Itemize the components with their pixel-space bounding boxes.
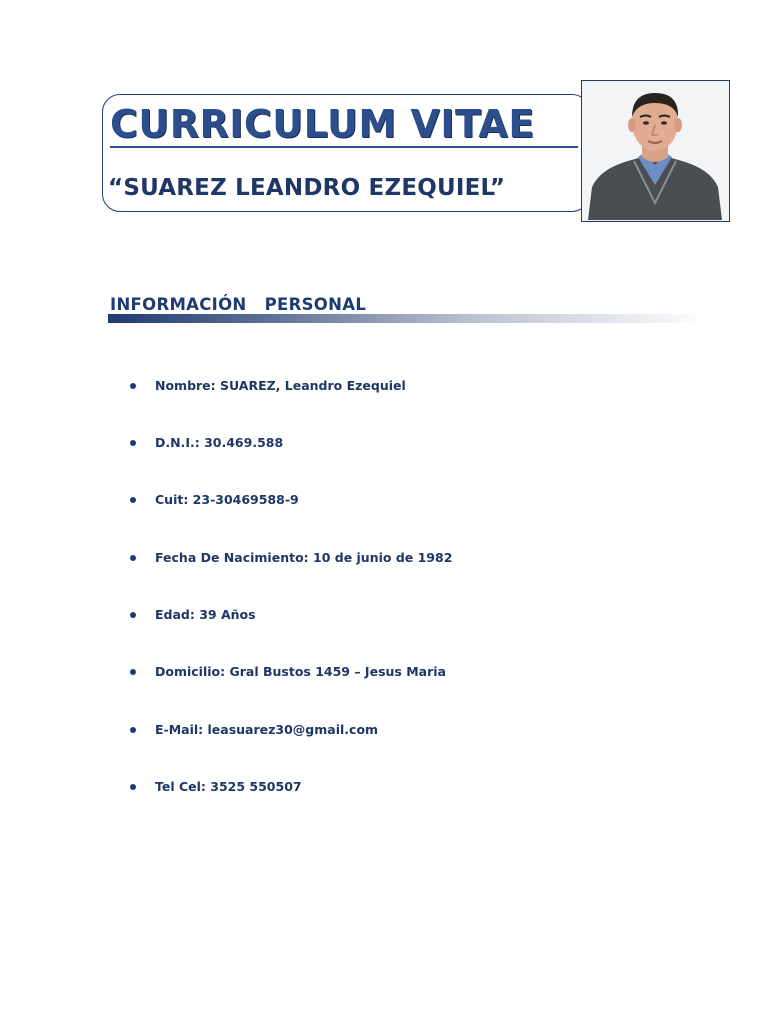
info-name: Nombre: SUAREZ, Leandro Ezequiel [155,378,406,393]
bullet-icon [130,555,136,561]
info-dni: D.N.I.: 30.469.588 [155,435,284,450]
person-portrait-icon [582,81,728,220]
list-item [130,433,283,453]
title-underline [110,146,578,148]
bullet-icon [130,784,136,790]
info-address: Domicilio: Gral Bustos 1459 – Jesus Maria [155,664,446,679]
section-divider-bar [108,314,708,323]
list-item [130,490,299,510]
cv-title: CURRICULUM VITAE [110,102,535,146]
list-item [130,605,256,625]
list-item [130,777,302,797]
list-item [130,662,446,682]
cv-name: “SUAREZ LEANDRO EZEQUIEL” [108,175,506,201]
info-cuit: Cuit: 23-30469588-9 [155,492,299,507]
bullet-icon [130,497,136,503]
list-item [130,720,378,740]
profile-photo [581,80,730,222]
bullet-icon [130,612,136,618]
bullet-icon [130,383,136,389]
info-email: E-Mail: leasuarez30@gmail.com [155,722,379,737]
bullet-icon [130,727,136,733]
list-item [130,548,452,568]
section-title-personal-info: INFORMACIÓN PERSONAL [110,295,367,314]
info-birthdate: Fecha De Nacimiento: 10 de junio de 1982 [155,550,453,565]
bullet-icon [130,669,136,675]
info-phone: Tel Cel: 3525 550507 [155,779,302,794]
list-item [130,376,406,396]
info-age: Edad: 39 Años [155,607,256,622]
bullet-icon [130,440,136,446]
